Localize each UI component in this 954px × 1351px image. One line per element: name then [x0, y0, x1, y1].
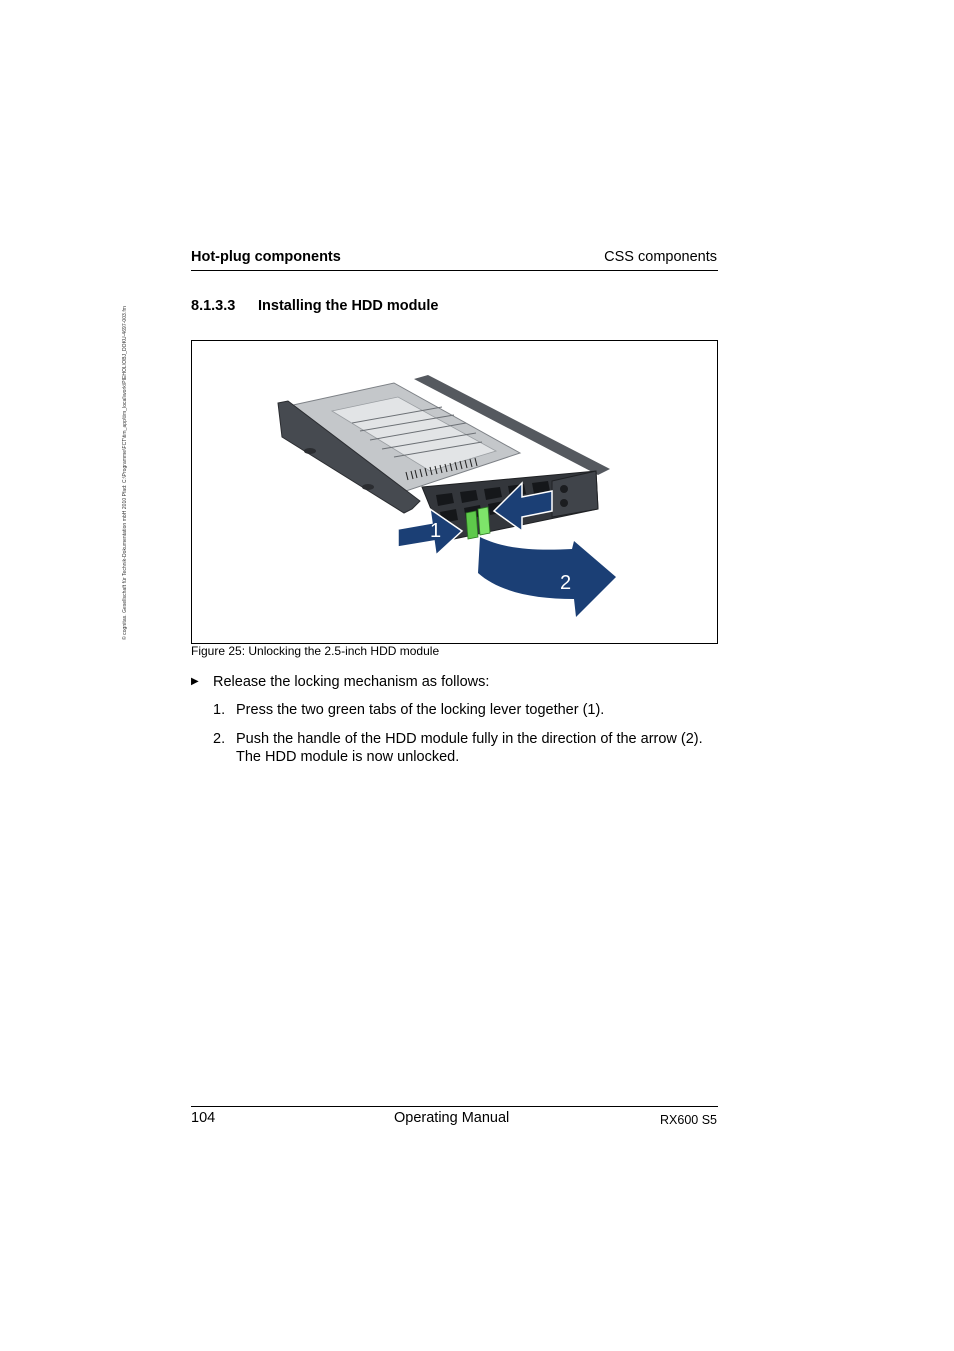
step-1-number: 1.	[213, 702, 226, 718]
footer-manual-title: Operating Manual	[394, 1110, 510, 1126]
figure-caption: Figure 25: Unlocking the 2.5-inch HDD module	[191, 644, 440, 658]
step-2-result: The HDD module is now unlocked.	[236, 749, 460, 765]
step-2-text: Push the handle of the HDD module fully in the direction of the arrow (2).	[236, 731, 703, 747]
section-heading	[191, 298, 438, 314]
section-title: Installing the HDD module	[258, 298, 439, 314]
instruction-lead: Release the locking mechanism as follows:	[213, 674, 490, 690]
footer-product: RX600 S5	[660, 1113, 717, 1127]
footer-rule	[191, 1106, 718, 1107]
hdd-module-illustration	[192, 341, 717, 643]
arrow-push-handle	[478, 537, 616, 617]
section-number: 8.1.3.3	[191, 298, 236, 314]
callout-2-label: 2	[560, 572, 572, 594]
page-number: 104	[191, 1110, 216, 1126]
callout-1-label: 1	[430, 520, 442, 542]
sidebar-file-path: © cognitas. Gesellschaft für Technik-Dokumentation mbH 2010 Pfad: C:\Programme\FCT\tim_app\tim_local\work\PIEHOL\OBJ_DOKU-4697-003.fm	[122, 306, 128, 640]
bullet-triangle-icon: ▶	[191, 676, 199, 687]
step-2-number: 2.	[213, 731, 226, 747]
step-1-text: Press the two green tabs of the locking lever together (1).	[236, 702, 605, 718]
figure-frame	[191, 340, 718, 644]
running-header-section: CSS components	[604, 249, 717, 265]
header-rule	[191, 270, 718, 271]
running-header-chapter: Hot-plug components	[191, 249, 341, 265]
